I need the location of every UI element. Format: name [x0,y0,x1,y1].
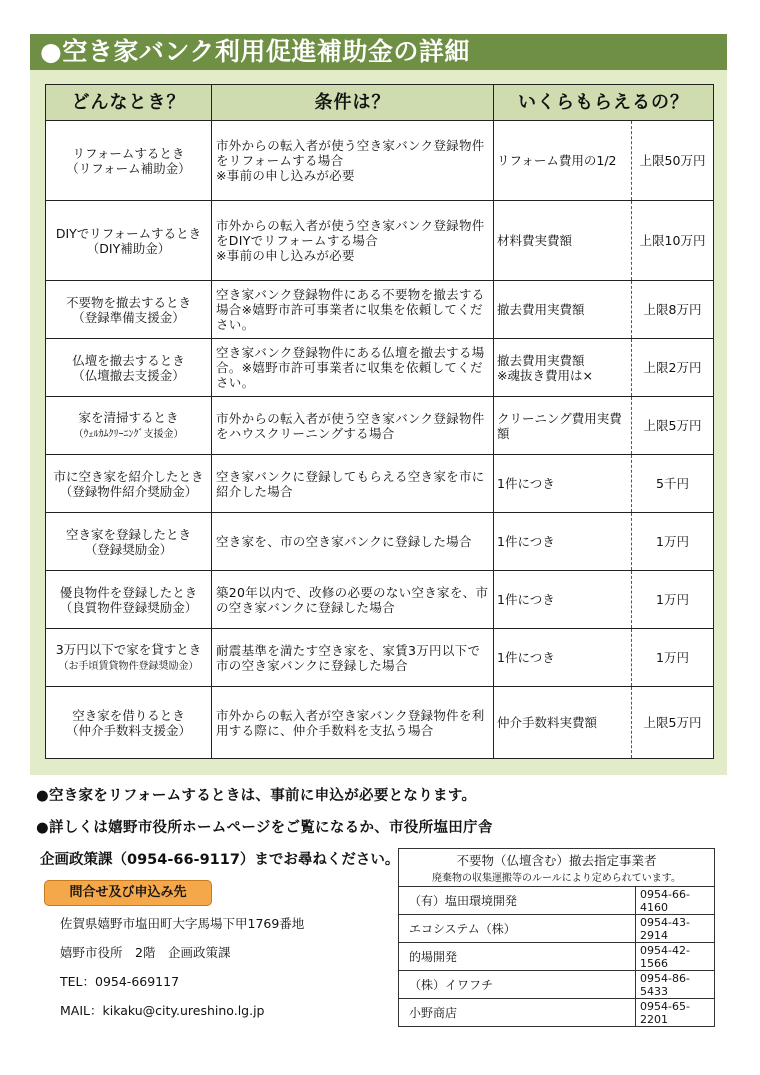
cell-method: 材料費実費額 [494,201,632,281]
tel: TEL：0954-669117 [60,974,180,989]
cell-condition: 耐震基準を満たす空き家を、家賃3万円以下で市の空き家バンクに登録した場合 [212,629,494,687]
cell-condition: 市外からの転入者が空き家バンク登録物件を利用する際に、仲介手数料を支払う場合 [212,687,494,759]
cell-amount: 1万円 [632,513,714,571]
cell-method: クリーニング費用実費額 [494,397,632,455]
cell-amount: 上限5万円 [632,687,714,759]
cell-method: 1件につき [494,629,632,687]
notes [36,782,736,846]
cell-condition: 市外からの転入者が使う空き家バンク登録物件をハウスクリーニングする場合 [212,397,494,455]
when-label: リフォームするとき [72,145,185,161]
vendor-row [399,915,715,943]
cell-amount: 上限8万円 [632,281,714,339]
when-label: 不要物を撤去するとき [65,294,191,310]
vendor-name: （有）塩田環境開発 [399,887,636,915]
cell-amount: 1万円 [632,571,714,629]
vendor-tel: 0954-65-2201 [636,999,715,1027]
when-sub: （登録奨励金） [84,541,173,557]
cell-when [46,687,212,759]
vendor-tel: 0954-42-1566 [636,943,715,971]
table-row [46,513,714,571]
cell-when [46,513,212,571]
table-row [46,629,714,687]
cell-method: 1件につき [494,455,632,513]
office: 嬉野市役所 2階 企画政策課 [60,945,231,960]
vendor-tel: 0954-66-4160 [636,887,715,915]
cell-method: 仲介手数料実費額 [494,687,632,759]
page-title: ●空き家バンク利用促進補助金の詳細 [30,34,727,70]
when-sub: （DIY補助金） [86,240,171,256]
cell-amount: 上限2万円 [632,339,714,397]
table-row [46,201,714,281]
cell-amount: 上限10万円 [632,201,714,281]
when-label: 家を清掃するとき [78,409,179,425]
contact-line: 企画政策課（0954-66-9117）までお尋ねください。 [40,852,400,868]
cell-method: リフォーム費用の1/2 [494,121,632,201]
cell-method: 1件につき [494,513,632,571]
cell-condition: 築20年以内で、改修の必要のない空き家を、市の空き家バンクに登録した場合 [212,571,494,629]
when-label: 空き家を登録したとき [65,526,191,542]
table-header-row [46,85,714,121]
cell-amount: 5千円 [632,455,714,513]
vendor-row [399,887,715,915]
cell-condition: 市外からの転入者が使う空き家バンク登録物件をDIYでリフォームする場合 ※事前の申し込みが必要 [212,201,494,281]
vendor-name: 小野商店 [399,999,636,1027]
inquiry-button[interactable]: 問合せ及び申込み先 [44,880,212,906]
vendor-name: （株）イワフチ [399,971,636,999]
vendor-name: エコシステム（株） [399,915,636,943]
header-amount: いくらもらえるの？ [494,85,714,121]
cell-method: 1件につき [494,571,632,629]
when-sub: （良質物件登録奨励金） [59,599,198,615]
cell-condition: 空き家バンク登録物件にある不要物を撤去する場合※嬉野市許可事業者に収集を依頼してください。 [212,281,494,339]
cell-amount: 上限5万円 [632,397,714,455]
note-details: ●詳しくは嬉野市役所ホームページをご覧になるか、市役所塩田庁舎 [36,820,493,836]
when-label: 市に空き家を紹介したとき [53,468,204,484]
when-sub: （仲介手数料支援金） [65,722,191,738]
mail-link[interactable]: MAIL：kikaku@city.ureshino.lg.jp [60,1003,265,1018]
cell-when [46,121,212,201]
when-label: DIYでリフォームするとき [55,225,202,241]
cell-when [46,571,212,629]
cell-when [46,629,212,687]
cell-when [46,455,212,513]
vendor-header [399,849,715,887]
table-row [46,281,714,339]
cell-when [46,201,212,281]
vendor-title: 不要物（仏壇含む）撤去指定事業者 [456,853,657,868]
vendor-name: 的場開発 [399,943,636,971]
table-row [46,455,714,513]
when-sub: （登録物件紹介奨励金） [59,483,198,499]
address: 佐賀県嬉野市塩田町大字馬場下甲1769番地 [60,916,305,931]
header-condition: 条件は？ [212,85,494,121]
when-sub: （お手頃賃貸物件登録奨励金） [58,660,199,672]
note-reform: ●空き家をリフォームするときは、事前に申込が必要となります。 [36,788,477,804]
cell-when [46,397,212,455]
table-row [46,687,714,759]
cell-method: 撤去費用実費額 ※魂抜き費用は× [494,339,632,397]
header-when: どんなとき？ [46,85,212,121]
cell-amount: 1万円 [632,629,714,687]
cell-amount: 上限50万円 [632,121,714,201]
table-row [46,397,714,455]
cell-when [46,339,212,397]
cell-method: 撤去費用実費額 [494,281,632,339]
vendor-subtitle: 廃棄物の収集運搬等のルールにより定められています。 [432,873,681,884]
cell-condition: 空き家バンクに登録してもらえる空き家を市に紹介した場合 [212,455,494,513]
when-label: 仏壇を撤去するとき [72,352,185,368]
when-sub: （仏壇撤去支援金） [72,367,185,383]
when-label: 空き家を借りるとき [72,707,185,723]
vendor-table [398,848,715,1027]
subsidy-table [45,84,714,759]
vendor-row [399,943,715,971]
when-label: 3万円以下で家を貸すとき [55,641,202,657]
vendor-tel: 0954-86-5433 [636,971,715,999]
when-sub: （ｳｪﾙｶﾑｸﾘｰﾆﾝｸﾞ支援金） [73,428,184,440]
vendor-tel: 0954-43-2914 [636,915,715,943]
table-row [46,121,714,201]
table-row [46,339,714,397]
cell-condition: 空き家を、市の空き家バンクに登録した場合 [212,513,494,571]
cell-condition: 市外からの転入者が使う空き家バンク登録物件をリフォームする場合 ※事前の申し込みが必要 [212,121,494,201]
table-row [46,571,714,629]
cell-condition: 空き家バンク登録物件にある仏壇を撤去する場合。※嬉野市許可事業者に収集を依頼してください。 [212,339,494,397]
when-sub: （登録準備支援金） [72,309,185,325]
when-label: 優良物件を登録したとき [59,584,198,600]
when-sub: （リフォーム補助金） [66,160,191,176]
cell-when [46,281,212,339]
vendor-row [399,999,715,1027]
vendor-row [399,971,715,999]
